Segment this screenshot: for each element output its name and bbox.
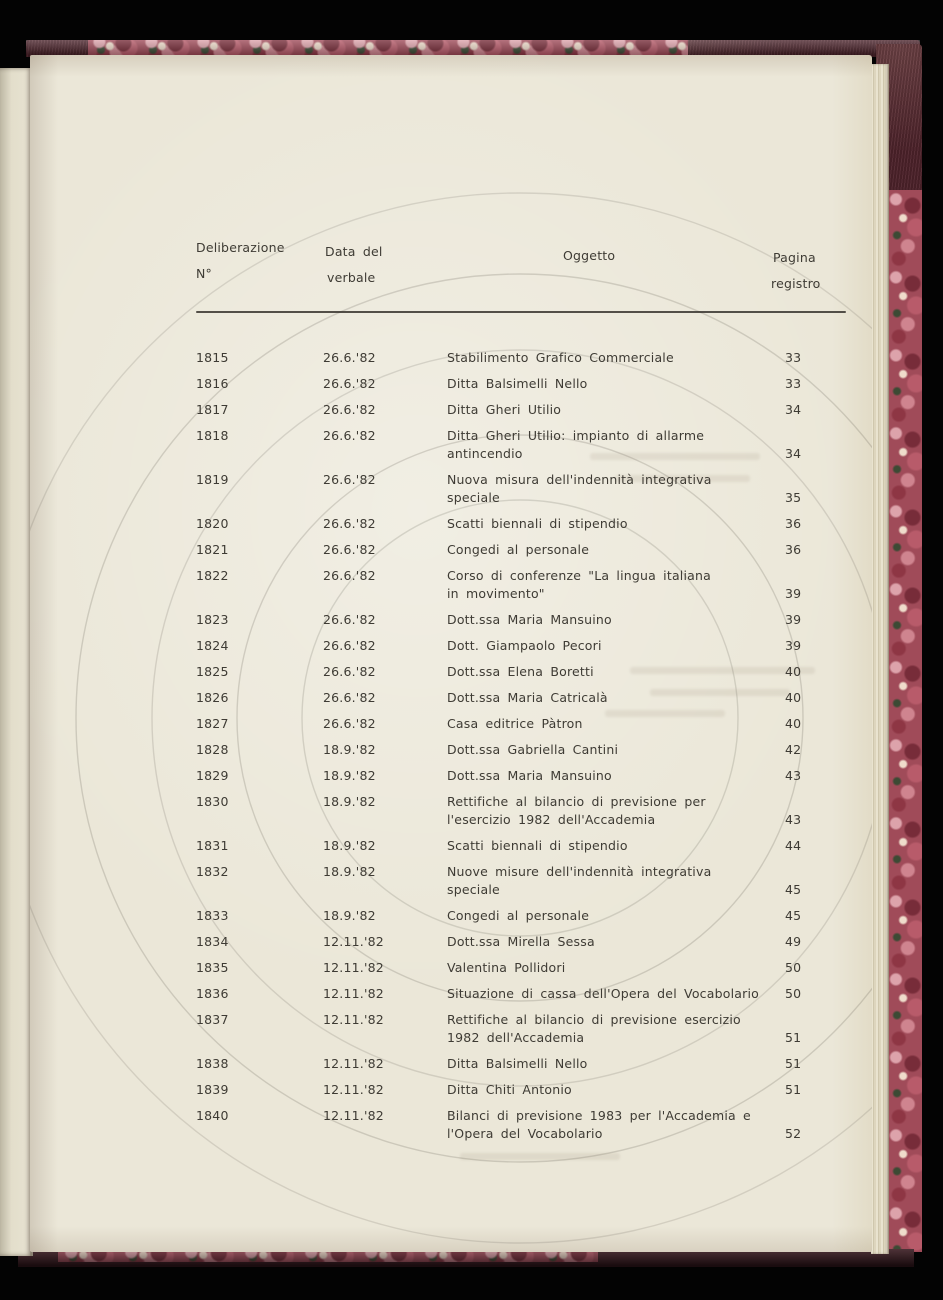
deliberation-number: 1824 (196, 638, 229, 653)
deliberation-subject (447, 715, 785, 733)
subject-line: Scatti biennali di stipendio (447, 516, 628, 531)
register-page-number: 40 (785, 690, 802, 705)
verbale-date: 18.9.'82 (323, 864, 376, 879)
deliberation-subject (447, 541, 785, 559)
subject-line: speciale (447, 490, 500, 505)
subject-line: antincendio (447, 446, 523, 461)
left-page-gutter-edge (0, 68, 33, 1256)
deliberation-number: 1832 (196, 864, 229, 879)
ink-bleed-mark (460, 1153, 620, 1160)
deliberation-number: 1838 (196, 1056, 229, 1071)
table-row (196, 959, 868, 977)
register-page-number: 34 (785, 402, 802, 417)
subject-line: Dott.ssa Maria Mansuino (447, 612, 612, 627)
table-row (196, 663, 868, 681)
subject-line: Dott.ssa Elena Boretti (447, 664, 594, 679)
deliberation-subject (447, 985, 785, 1003)
register-page-number: 51 (785, 1082, 802, 1097)
deliberation-number: 1830 (196, 794, 229, 809)
subject-line: Rettifiche al bilancio di previsione per (447, 794, 706, 809)
subject-line: Rettifiche al bilancio di previsione esercizio (447, 1012, 741, 1027)
verbale-date: 12.11.'82 (323, 934, 384, 949)
subject-line: Scatti biennali di stipendio (447, 838, 628, 853)
subject-line: speciale (447, 882, 500, 897)
deliberation-subject (447, 1107, 785, 1143)
deliberation-subject (447, 933, 785, 951)
deliberation-number: 1822 (196, 568, 229, 583)
column-header-date-line1: Data del (325, 244, 383, 259)
verbale-date: 26.6.'82 (323, 350, 376, 365)
verbale-date: 18.9.'82 (323, 742, 376, 757)
register-page-number: 45 (785, 882, 802, 897)
subject-line: l'esercizio 1982 dell'Accademia (447, 812, 656, 827)
deliberation-number: 1815 (196, 350, 229, 365)
verbale-date: 26.6.'82 (323, 402, 376, 417)
deliberation-subject (447, 663, 785, 681)
column-header-date-line2: verbale (327, 270, 376, 285)
register-page-number: 43 (785, 812, 802, 827)
deliberation-subject (447, 837, 785, 855)
deliberation-subject (447, 741, 785, 759)
table-row (196, 1055, 868, 1073)
register-page (30, 55, 872, 1252)
subject-line: Bilanci di previsione 1983 per l'Accademia e (447, 1108, 751, 1123)
table-row (196, 1107, 868, 1143)
header-rule (196, 311, 846, 313)
marbled-paper-right-edge (888, 190, 922, 1252)
deliberation-subject (447, 637, 785, 655)
deliberation-subject (447, 471, 785, 507)
register-page-number: 43 (785, 768, 802, 783)
register-page-number: 33 (785, 376, 802, 391)
verbale-date: 12.11.'82 (323, 1108, 384, 1123)
subject-line: Stabilimento Grafico Commerciale (447, 350, 674, 365)
subject-line: Dott.ssa Mirella Sessa (447, 934, 595, 949)
deliberation-number: 1833 (196, 908, 229, 923)
subject-line: Nuova misura dell'indennità integrativa (447, 472, 712, 487)
table-row (196, 637, 868, 655)
verbale-date: 26.6.'82 (323, 612, 376, 627)
verbale-date: 26.6.'82 (323, 716, 376, 731)
verbale-date: 26.6.'82 (323, 690, 376, 705)
table-row (196, 767, 868, 785)
verbale-date: 26.6.'82 (323, 664, 376, 679)
deliberation-number: 1831 (196, 838, 229, 853)
deliberation-subject (447, 427, 785, 463)
deliberation-subject (447, 959, 785, 977)
table-row (196, 541, 868, 559)
subject-line: Dott.ssa Maria Mansuino (447, 768, 612, 783)
register-page-number: 36 (785, 516, 802, 531)
table-row (196, 741, 868, 759)
table-row (196, 1081, 868, 1099)
deliberation-subject (447, 863, 785, 899)
subject-line: Ditta Chiti Antonio (447, 1082, 572, 1097)
verbale-date: 26.6.'82 (323, 516, 376, 531)
table-row (196, 567, 868, 603)
deliberation-number: 1823 (196, 612, 229, 627)
deliberations-table (196, 349, 868, 1151)
deliberation-number: 1820 (196, 516, 229, 531)
deliberation-subject (447, 515, 785, 533)
register-page-number: 51 (785, 1030, 802, 1045)
table-row (196, 375, 868, 393)
verbale-date: 12.11.'82 (323, 1056, 384, 1071)
subject-line: Congedi al personale (447, 908, 590, 923)
subject-line: Valentina Pollidori (447, 960, 566, 975)
table-row (196, 471, 868, 507)
subject-line: in movimento" (447, 586, 545, 601)
verbale-date: 26.6.'82 (323, 542, 376, 557)
verbale-date: 18.9.'82 (323, 908, 376, 923)
subject-line: Ditta Gheri Utilio (447, 402, 562, 417)
table-row (196, 907, 868, 925)
subject-line: l'Opera del Vocabolario (447, 1126, 603, 1141)
table-row (196, 427, 868, 463)
register-page-number: 45 (785, 908, 802, 923)
verbale-date: 26.6.'82 (323, 568, 376, 583)
deliberation-subject (447, 1011, 785, 1047)
register-page-number: 50 (785, 986, 802, 1001)
register-page-number: 42 (785, 742, 802, 757)
register-page-number: 35 (785, 490, 802, 505)
table-row (196, 793, 868, 829)
subject-line: Situazione di cassa dell'Opera del Vocabolario (447, 986, 759, 1001)
table-row (196, 349, 868, 367)
verbale-date: 26.6.'82 (323, 428, 376, 443)
verbale-date: 12.11.'82 (323, 986, 384, 1001)
subject-line: 1982 dell'Accademia (447, 1030, 585, 1045)
verbale-date: 12.11.'82 (323, 960, 384, 975)
register-page-number: 44 (785, 838, 802, 853)
table-row (196, 863, 868, 899)
table-row (196, 689, 868, 707)
register-page-number: 52 (785, 1126, 802, 1141)
deliberation-number: 1836 (196, 986, 229, 1001)
table-row (196, 401, 868, 419)
deliberation-subject (447, 611, 785, 629)
register-page-number: 49 (785, 934, 802, 949)
verbale-date: 26.6.'82 (323, 376, 376, 391)
deliberation-subject (447, 1081, 785, 1099)
column-header-page-line1: Pagina (773, 250, 816, 265)
table-row (196, 611, 868, 629)
table-row (196, 933, 868, 951)
deliberation-subject (447, 689, 785, 707)
deliberation-number: 1825 (196, 664, 229, 679)
verbale-date: 18.9.'82 (323, 794, 376, 809)
subject-line: Congedi al personale (447, 542, 590, 557)
deliberation-number: 1840 (196, 1108, 229, 1123)
table-row (196, 985, 868, 1003)
deliberation-number: 1829 (196, 768, 229, 783)
register-page-number: 40 (785, 664, 802, 679)
register-page-number: 39 (785, 612, 802, 627)
register-page-number: 40 (785, 716, 802, 731)
deliberation-number: 1839 (196, 1082, 229, 1097)
table-row (196, 1011, 868, 1047)
column-header-subject: Oggetto (563, 248, 616, 263)
register-page-number: 39 (785, 638, 802, 653)
column-header-page-line2: registro (771, 276, 821, 291)
deliberation-subject (447, 1055, 785, 1073)
register-page-number: 36 (785, 542, 802, 557)
register-page-number: 51 (785, 1056, 802, 1071)
verbale-date: 12.11.'82 (323, 1012, 384, 1027)
deliberation-subject (447, 401, 785, 419)
register-page-number: 34 (785, 446, 802, 461)
deliberation-number: 1828 (196, 742, 229, 757)
verbale-date: 26.6.'82 (323, 638, 376, 653)
table-row (196, 515, 868, 533)
column-header-number-line1: Deliberazione (196, 240, 285, 255)
subject-line: Ditta Gheri Utilio: impianto di allarme (447, 428, 705, 443)
table-row (196, 715, 868, 733)
verbale-date: 18.9.'82 (323, 838, 376, 853)
deliberation-number: 1834 (196, 934, 229, 949)
deliberation-number: 1817 (196, 402, 229, 417)
subject-line: Dott. Giampaolo Pecori (447, 638, 602, 653)
deliberation-subject (447, 907, 785, 925)
deliberation-subject (447, 793, 785, 829)
deliberation-number: 1818 (196, 428, 229, 443)
deliberation-number: 1826 (196, 690, 229, 705)
deliberation-number: 1827 (196, 716, 229, 731)
verbale-date: 26.6.'82 (323, 472, 376, 487)
deliberation-number: 1821 (196, 542, 229, 557)
deliberation-subject (447, 567, 785, 603)
deliberation-subject (447, 767, 785, 785)
register-page-number: 39 (785, 586, 802, 601)
deliberation-subject (447, 349, 785, 367)
subject-line: Ditta Balsimelli Nello (447, 376, 588, 391)
deliberation-number: 1837 (196, 1012, 229, 1027)
column-header-number-line2: N° (196, 266, 213, 281)
verbale-date: 12.11.'82 (323, 1082, 384, 1097)
verbale-date: 18.9.'82 (323, 768, 376, 783)
subject-line: Dott.ssa Maria Catricalà (447, 690, 608, 705)
subject-line: Ditta Balsimelli Nello (447, 1056, 588, 1071)
subject-line: Dott.ssa Gabriella Cantini (447, 742, 619, 757)
deliberation-subject (447, 375, 785, 393)
deliberation-number: 1819 (196, 472, 229, 487)
deliberation-number: 1835 (196, 960, 229, 975)
subject-line: Corso di conferenze "La lingua italiana (447, 568, 711, 583)
deliberation-number: 1816 (196, 376, 229, 391)
register-page-number: 33 (785, 350, 802, 365)
table-row (196, 837, 868, 855)
subject-line: Nuove misure dell'indennità integrativa (447, 864, 712, 879)
page-stack-fore-edge (871, 64, 889, 1254)
subject-line: Casa editrice Pàtron (447, 716, 583, 731)
register-page-number: 50 (785, 960, 802, 975)
